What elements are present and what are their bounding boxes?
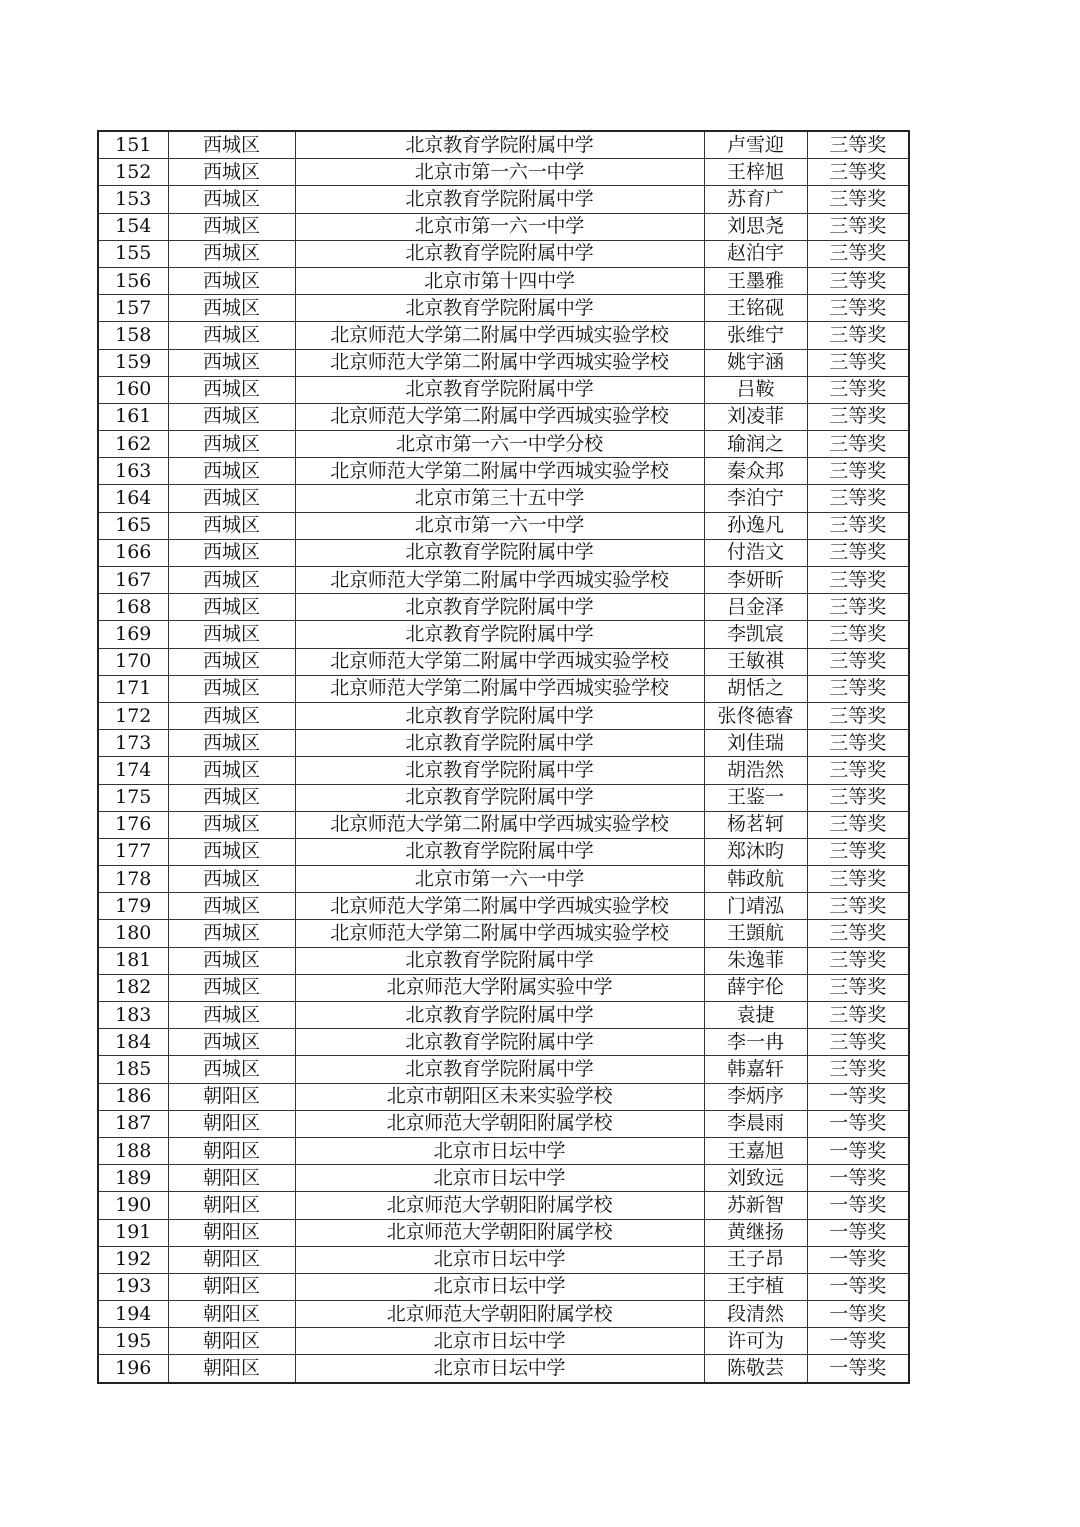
table-row	[98, 131, 909, 159]
student-name-cell: 王梓旭	[704, 159, 807, 186]
school-cell: 北京教育学院附属中学	[295, 947, 704, 974]
student-name-cell: 刘凌菲	[704, 403, 807, 430]
district-cell: 西城区	[168, 838, 295, 865]
district-cell: 西城区	[168, 458, 295, 485]
award-level-cell: 三等奖	[807, 838, 909, 865]
district-cell: 西城区	[168, 1029, 295, 1056]
table-row	[98, 1056, 909, 1083]
school-cell: 北京教育学院附属中学	[295, 186, 704, 213]
row-number-cell: 181	[98, 947, 168, 974]
school-cell: 北京师范大学朝阳附属学校	[295, 1219, 704, 1246]
school-cell: 北京市日坛中学	[295, 1355, 704, 1383]
table-row	[98, 1273, 909, 1300]
award-level-cell: 三等奖	[807, 431, 909, 458]
district-cell: 西城区	[168, 811, 295, 838]
school-cell: 北京市日坛中学	[295, 1165, 704, 1192]
row-number-cell: 193	[98, 1273, 168, 1300]
student-name-cell: 刘思尧	[704, 213, 807, 240]
table-row	[98, 702, 909, 729]
row-number-cell: 158	[98, 322, 168, 349]
district-cell: 西城区	[168, 594, 295, 621]
table-row	[98, 784, 909, 811]
table-row	[98, 621, 909, 648]
award-level-cell: 一等奖	[807, 1219, 909, 1246]
school-cell: 北京师范大学第二附属中学西城实验学校	[295, 349, 704, 376]
district-cell: 西城区	[168, 485, 295, 512]
student-name-cell: 门靖泓	[704, 893, 807, 920]
award-level-cell: 一等奖	[807, 1192, 909, 1219]
row-number-cell: 154	[98, 213, 168, 240]
award-level-cell: 三等奖	[807, 131, 909, 159]
school-cell: 北京市第一六一中学	[295, 159, 704, 186]
row-number-cell: 153	[98, 186, 168, 213]
row-number-cell: 164	[98, 485, 168, 512]
award-level-cell: 一等奖	[807, 1301, 909, 1328]
award-level-cell: 一等奖	[807, 1165, 909, 1192]
award-level-cell: 三等奖	[807, 920, 909, 947]
student-name-cell: 孙逸凡	[704, 512, 807, 539]
row-number-cell: 160	[98, 376, 168, 403]
table-row	[98, 512, 909, 539]
student-name-cell: 陈敬芸	[704, 1355, 807, 1383]
school-cell: 北京教育学院附属中学	[295, 539, 704, 566]
student-name-cell: 姚宇涵	[704, 349, 807, 376]
student-name-cell: 韩嘉轩	[704, 1056, 807, 1083]
row-number-cell: 177	[98, 838, 168, 865]
student-name-cell: 苏新智	[704, 1192, 807, 1219]
district-cell: 朝阳区	[168, 1083, 295, 1110]
award-level-cell: 三等奖	[807, 1029, 909, 1056]
row-number-cell: 179	[98, 893, 168, 920]
award-level-cell: 一等奖	[807, 1273, 909, 1300]
table-row	[98, 730, 909, 757]
district-cell: 西城区	[168, 539, 295, 566]
school-cell: 北京教育学院附属中学	[295, 838, 704, 865]
district-cell: 西城区	[168, 947, 295, 974]
table-row	[98, 213, 909, 240]
district-cell: 朝阳区	[168, 1301, 295, 1328]
award-level-cell: 一等奖	[807, 1246, 909, 1273]
student-name-cell: 胡浩然	[704, 757, 807, 784]
award-level-cell: 三等奖	[807, 458, 909, 485]
table-row	[98, 1192, 909, 1219]
award-level-cell: 三等奖	[807, 567, 909, 594]
district-cell: 西城区	[168, 322, 295, 349]
student-name-cell: 赵泊宇	[704, 240, 807, 267]
row-number-cell: 190	[98, 1192, 168, 1219]
row-number-cell: 192	[98, 1246, 168, 1273]
row-number-cell: 194	[98, 1301, 168, 1328]
student-name-cell: 王墨雅	[704, 267, 807, 294]
student-name-cell: 吕金泽	[704, 594, 807, 621]
table-row	[98, 1165, 909, 1192]
school-cell: 北京市日坛中学	[295, 1328, 704, 1355]
award-level-cell: 三等奖	[807, 349, 909, 376]
student-name-cell: 李凯宸	[704, 621, 807, 648]
table-row	[98, 240, 909, 267]
school-cell: 北京市第三十五中学	[295, 485, 704, 512]
school-cell: 北京教育学院附属中学	[295, 240, 704, 267]
district-cell: 西城区	[168, 512, 295, 539]
district-cell: 西城区	[168, 757, 295, 784]
school-cell: 北京师范大学第二附属中学西城实验学校	[295, 322, 704, 349]
award-level-cell: 三等奖	[807, 730, 909, 757]
row-number-cell: 182	[98, 974, 168, 1001]
district-cell: 西城区	[168, 1002, 295, 1029]
table-row	[98, 376, 909, 403]
award-level-cell: 三等奖	[807, 485, 909, 512]
table-row	[98, 1002, 909, 1029]
student-name-cell: 韩政航	[704, 866, 807, 893]
award-level-cell: 三等奖	[807, 947, 909, 974]
row-number-cell: 170	[98, 648, 168, 675]
student-name-cell: 王铭砚	[704, 295, 807, 322]
table-row	[98, 295, 909, 322]
school-cell: 北京市第一六一中学分校	[295, 431, 704, 458]
student-name-cell: 朱逸菲	[704, 947, 807, 974]
row-number-cell: 176	[98, 811, 168, 838]
table-row	[98, 1083, 909, 1110]
school-cell: 北京教育学院附属中学	[295, 295, 704, 322]
school-cell: 北京师范大学朝阳附属学校	[295, 1110, 704, 1137]
student-name-cell: 黄继扬	[704, 1219, 807, 1246]
district-cell: 西城区	[168, 702, 295, 729]
award-table	[97, 130, 910, 1384]
table-row	[98, 458, 909, 485]
row-number-cell: 162	[98, 431, 168, 458]
row-number-cell: 159	[98, 349, 168, 376]
award-level-cell: 三等奖	[807, 1056, 909, 1083]
school-cell: 北京市朝阳区未来实验学校	[295, 1083, 704, 1110]
award-level-cell: 三等奖	[807, 295, 909, 322]
award-level-cell: 三等奖	[807, 702, 909, 729]
school-cell: 北京教育学院附属中学	[295, 621, 704, 648]
student-name-cell: 李泊宁	[704, 485, 807, 512]
school-cell: 北京师范大学附属实验中学	[295, 974, 704, 1001]
award-level-cell: 三等奖	[807, 376, 909, 403]
row-number-cell: 166	[98, 539, 168, 566]
award-table-body	[98, 131, 909, 1383]
row-number-cell: 187	[98, 1110, 168, 1137]
student-name-cell: 吕鞍	[704, 376, 807, 403]
student-name-cell: 李晨雨	[704, 1110, 807, 1137]
school-cell: 北京师范大学第二附属中学西城实验学校	[295, 811, 704, 838]
table-row	[98, 567, 909, 594]
school-cell: 北京教育学院附属中学	[295, 702, 704, 729]
school-cell: 北京师范大学第二附属中学西城实验学校	[295, 567, 704, 594]
award-level-cell: 三等奖	[807, 784, 909, 811]
award-level-cell: 三等奖	[807, 213, 909, 240]
school-cell: 北京教育学院附属中学	[295, 131, 704, 159]
row-number-cell: 172	[98, 702, 168, 729]
student-name-cell: 刘佳瑞	[704, 730, 807, 757]
table-row	[98, 403, 909, 430]
district-cell: 朝阳区	[168, 1110, 295, 1137]
district-cell: 西城区	[168, 730, 295, 757]
row-number-cell: 191	[98, 1219, 168, 1246]
district-cell: 西城区	[168, 349, 295, 376]
student-name-cell: 瑜润之	[704, 431, 807, 458]
student-name-cell: 许可为	[704, 1328, 807, 1355]
school-cell: 北京师范大学朝阳附属学校	[295, 1192, 704, 1219]
district-cell: 西城区	[168, 648, 295, 675]
row-number-cell: 195	[98, 1328, 168, 1355]
district-cell: 西城区	[168, 866, 295, 893]
district-cell: 西城区	[168, 893, 295, 920]
student-name-cell: 袁捷	[704, 1002, 807, 1029]
award-level-cell: 一等奖	[807, 1110, 909, 1137]
row-number-cell: 189	[98, 1165, 168, 1192]
district-cell: 西城区	[168, 131, 295, 159]
district-cell: 朝阳区	[168, 1328, 295, 1355]
row-number-cell: 156	[98, 267, 168, 294]
table-row	[98, 974, 909, 1001]
district-cell: 西城区	[168, 621, 295, 648]
school-cell: 北京市日坛中学	[295, 1273, 704, 1300]
district-cell: 朝阳区	[168, 1165, 295, 1192]
student-name-cell: 李炳序	[704, 1083, 807, 1110]
district-cell: 西城区	[168, 240, 295, 267]
award-level-cell: 三等奖	[807, 240, 909, 267]
row-number-cell: 171	[98, 675, 168, 702]
table-row	[98, 186, 909, 213]
table-row	[98, 811, 909, 838]
row-number-cell: 184	[98, 1029, 168, 1056]
table-row	[98, 1301, 909, 1328]
table-row	[98, 431, 909, 458]
table-row	[98, 539, 909, 566]
table-row	[98, 947, 909, 974]
award-level-cell: 三等奖	[807, 811, 909, 838]
student-name-cell: 付浩文	[704, 539, 807, 566]
district-cell: 西城区	[168, 213, 295, 240]
table-row	[98, 485, 909, 512]
row-number-cell: 175	[98, 784, 168, 811]
district-cell: 朝阳区	[168, 1273, 295, 1300]
award-level-cell: 三等奖	[807, 594, 909, 621]
student-name-cell: 王顗航	[704, 920, 807, 947]
student-name-cell: 李妍昕	[704, 567, 807, 594]
award-level-cell: 一等奖	[807, 1355, 909, 1383]
district-cell: 西城区	[168, 1056, 295, 1083]
district-cell: 朝阳区	[168, 1355, 295, 1383]
school-cell: 北京师范大学第二附属中学西城实验学校	[295, 893, 704, 920]
school-cell: 北京市第一六一中学	[295, 213, 704, 240]
student-name-cell: 李一冉	[704, 1029, 807, 1056]
award-level-cell: 一等奖	[807, 1083, 909, 1110]
award-level-cell: 三等奖	[807, 974, 909, 1001]
row-number-cell: 151	[98, 131, 168, 159]
row-number-cell: 165	[98, 512, 168, 539]
student-name-cell: 王嘉旭	[704, 1137, 807, 1164]
table-row	[98, 594, 909, 621]
student-name-cell: 段清然	[704, 1301, 807, 1328]
table-row	[98, 838, 909, 865]
table-row	[98, 1110, 909, 1137]
student-name-cell: 胡恬之	[704, 675, 807, 702]
award-level-cell: 三等奖	[807, 757, 909, 784]
row-number-cell: 178	[98, 866, 168, 893]
district-cell: 西城区	[168, 159, 295, 186]
school-cell: 北京师范大学第二附属中学西城实验学校	[295, 458, 704, 485]
school-cell: 北京市第十四中学	[295, 267, 704, 294]
award-level-cell: 三等奖	[807, 322, 909, 349]
table-row	[98, 267, 909, 294]
school-cell: 北京师范大学朝阳附属学校	[295, 1301, 704, 1328]
award-level-cell: 三等奖	[807, 893, 909, 920]
district-cell: 西城区	[168, 376, 295, 403]
award-level-cell: 三等奖	[807, 621, 909, 648]
row-number-cell: 186	[98, 1083, 168, 1110]
row-number-cell: 196	[98, 1355, 168, 1383]
school-cell: 北京市第一六一中学	[295, 512, 704, 539]
student-name-cell: 郑沐昀	[704, 838, 807, 865]
school-cell: 北京教育学院附属中学	[295, 730, 704, 757]
table-row	[98, 866, 909, 893]
school-cell: 北京师范大学第二附属中学西城实验学校	[295, 920, 704, 947]
award-level-cell: 三等奖	[807, 186, 909, 213]
district-cell: 朝阳区	[168, 1219, 295, 1246]
district-cell: 朝阳区	[168, 1137, 295, 1164]
school-cell: 北京市日坛中学	[295, 1246, 704, 1273]
award-level-cell: 三等奖	[807, 675, 909, 702]
student-name-cell: 苏育广	[704, 186, 807, 213]
district-cell: 西城区	[168, 403, 295, 430]
table-row	[98, 159, 909, 186]
row-number-cell: 167	[98, 567, 168, 594]
student-name-cell: 秦众邦	[704, 458, 807, 485]
student-name-cell: 薛宇伦	[704, 974, 807, 1001]
district-cell: 西城区	[168, 295, 295, 322]
row-number-cell: 185	[98, 1056, 168, 1083]
table-row	[98, 1246, 909, 1273]
student-name-cell: 张佟德睿	[704, 702, 807, 729]
table-row	[98, 648, 909, 675]
award-level-cell: 三等奖	[807, 866, 909, 893]
school-cell: 北京师范大学第二附属中学西城实验学校	[295, 648, 704, 675]
row-number-cell: 173	[98, 730, 168, 757]
district-cell: 西城区	[168, 186, 295, 213]
row-number-cell: 180	[98, 920, 168, 947]
district-cell: 西城区	[168, 974, 295, 1001]
award-level-cell: 三等奖	[807, 403, 909, 430]
table-row	[98, 1137, 909, 1164]
school-cell: 北京师范大学第二附属中学西城实验学校	[295, 675, 704, 702]
award-level-cell: 三等奖	[807, 1002, 909, 1029]
district-cell: 西城区	[168, 431, 295, 458]
student-name-cell: 杨茗轲	[704, 811, 807, 838]
table-row	[98, 322, 909, 349]
student-name-cell: 王子昂	[704, 1246, 807, 1273]
school-cell: 北京教育学院附属中学	[295, 1029, 704, 1056]
student-name-cell: 刘致远	[704, 1165, 807, 1192]
row-number-cell: 174	[98, 757, 168, 784]
district-cell: 西城区	[168, 267, 295, 294]
student-name-cell: 王宇植	[704, 1273, 807, 1300]
table-row	[98, 757, 909, 784]
district-cell: 西城区	[168, 567, 295, 594]
student-name-cell: 王敏祺	[704, 648, 807, 675]
table-row	[98, 1355, 909, 1383]
award-level-cell: 三等奖	[807, 539, 909, 566]
row-number-cell: 163	[98, 458, 168, 485]
district-cell: 朝阳区	[168, 1192, 295, 1219]
table-row	[98, 675, 909, 702]
table-row	[98, 920, 909, 947]
student-name-cell: 张维宁	[704, 322, 807, 349]
award-level-cell: 三等奖	[807, 159, 909, 186]
row-number-cell: 161	[98, 403, 168, 430]
award-level-cell: 三等奖	[807, 512, 909, 539]
row-number-cell: 169	[98, 621, 168, 648]
table-row	[98, 1219, 909, 1246]
award-level-cell: 一等奖	[807, 1137, 909, 1164]
award-level-cell: 一等奖	[807, 1328, 909, 1355]
row-number-cell: 155	[98, 240, 168, 267]
award-level-cell: 三等奖	[807, 648, 909, 675]
district-cell: 西城区	[168, 784, 295, 811]
district-cell: 朝阳区	[168, 1246, 295, 1273]
row-number-cell: 183	[98, 1002, 168, 1029]
school-cell: 北京市日坛中学	[295, 1137, 704, 1164]
row-number-cell: 152	[98, 159, 168, 186]
school-cell: 北京教育学院附属中学	[295, 1056, 704, 1083]
school-cell: 北京教育学院附属中学	[295, 757, 704, 784]
school-cell: 北京教育学院附属中学	[295, 376, 704, 403]
row-number-cell: 157	[98, 295, 168, 322]
student-name-cell: 卢雪迎	[704, 131, 807, 159]
award-level-cell: 三等奖	[807, 267, 909, 294]
table-row	[98, 1328, 909, 1355]
school-cell: 北京师范大学第二附属中学西城实验学校	[295, 403, 704, 430]
school-cell: 北京教育学院附属中学	[295, 1002, 704, 1029]
school-cell: 北京教育学院附属中学	[295, 784, 704, 811]
school-cell: 北京教育学院附属中学	[295, 594, 704, 621]
row-number-cell: 168	[98, 594, 168, 621]
district-cell: 西城区	[168, 675, 295, 702]
school-cell: 北京市第一六一中学	[295, 866, 704, 893]
student-name-cell: 王鉴一	[704, 784, 807, 811]
district-cell: 西城区	[168, 920, 295, 947]
table-row	[98, 349, 909, 376]
table-row	[98, 893, 909, 920]
table-row	[98, 1029, 909, 1056]
row-number-cell: 188	[98, 1137, 168, 1164]
